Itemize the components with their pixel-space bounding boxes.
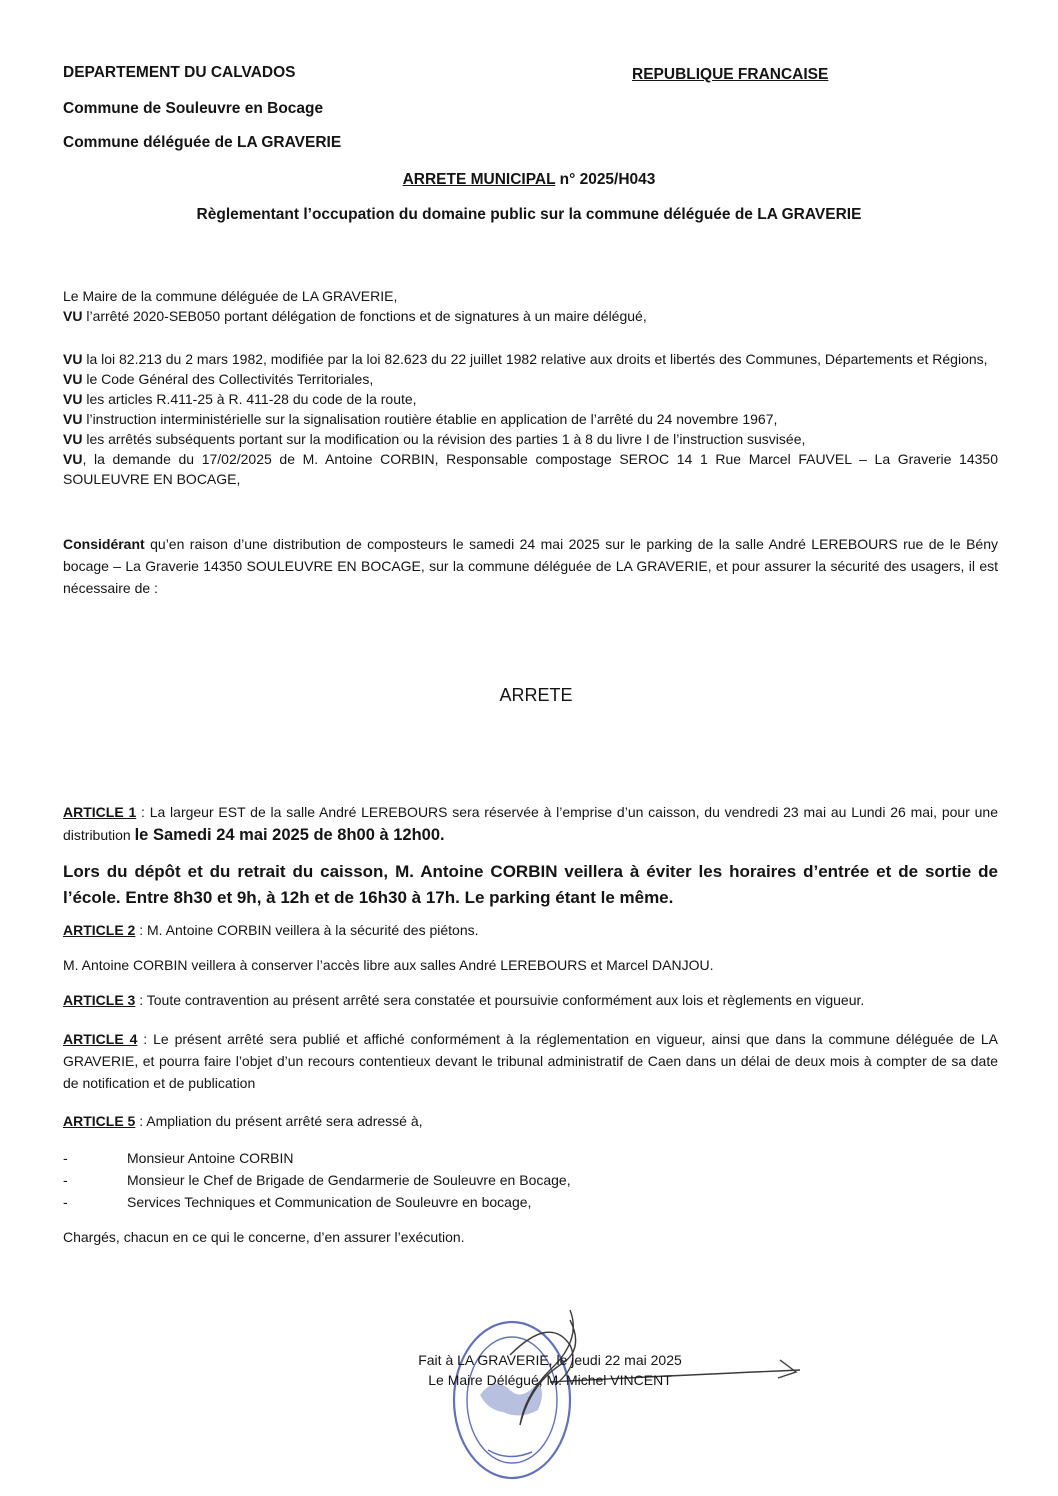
vu-label: VU [63,308,83,324]
arrete-number: n° 2025/H043 [555,171,656,188]
article-5-label: ARTICLE 5 [63,1113,136,1129]
arrete-heading: ARRETE [499,685,573,705]
department-label: DEPARTEMENT DU CALVADOS [63,64,296,81]
vu-line [63,409,998,429]
article-2 [63,920,998,940]
article-5-text: : Ampliation du présent arrêté sera adressé à, [135,1113,423,1129]
considerant-text: qu’en raison d’une distribution de composteurs le samedi 24 mai 2025 sur le parking de la salle André LEREBOURS rue de le Bény bocage – La Graverie 14350 SOULEUVRE EN BOCAGE, sur la commune déléguée de LA GRAVERIE, et pour assurer la sécurité des usagers, il est nécessaire de : [63,536,998,596]
recipient-text: Monsieur le Chef de Brigade de Gendarmerie de Souleuvre en Bocage, [127,1172,571,1188]
list-item [63,1191,571,1213]
article-3-label: ARTICLE 3 [63,992,136,1008]
list-dash: - [63,1194,68,1210]
article-1-text: : La largeur EST de la salle André LEREBOURS sera réservée à l’emprise d’un caisson, du vendredi 23 mai au Lundi 26 mai, pour une distribution [63,804,998,843]
commune-label: Commune de Souleuvre en Bocage [63,100,324,117]
vu-text: la loi 82.213 du 2 mars 1982, modifiée par la loi 82.623 du 22 juillet 1982 relative aux droits et libertés des Communes, Départements et Régions, [82,351,988,367]
list-item [63,1169,571,1191]
article-1-bold: le Samedi 24 mai 2025 de 8h00 à 12h00. [134,826,445,844]
preamble-intro [63,286,998,326]
vu-text: le Code Général des Collectivités Territoriales, [82,371,374,387]
vu-label: VU [63,451,83,467]
considerant-paragraph [63,533,998,599]
arrete-title-label: ARRETE MUNICIPAL [402,171,556,188]
list-dash: - [63,1172,68,1188]
article-4 [63,1028,998,1094]
signature-stamp-graphic [360,1300,800,1490]
article-2-paragraph-2: M. Antoine CORBIN veillera à conserver l’accès libre aux salles André LEREBOURS et Marcel DANJOU. [63,957,714,973]
stamp-icon [454,1322,570,1478]
vu-text: les arrêtés subséquents portant sur la modification ou la révision des parties 1 à 8 du livre I de l’instruction susvisée, [82,431,806,447]
vu-label: VU [63,391,83,407]
commune-deleguee-label: Commune déléguée de LA GRAVERIE [63,134,342,151]
list-item [63,1147,571,1169]
vu-text: , la demande du 17/02/2025 de M. Antoine CORBIN, Responsable compostage SEROC 14 1 Rue Marcel FAUVEL – La Graverie 14350 SOULEUVRE EN BOCAGE, [63,451,998,487]
arrete-subtitle: Règlementant l’occupation du domaine public sur la commune déléguée de LA GRAVERIE [196,206,862,223]
article-1-paragraph-2: Lors du dépôt et du retrait du caisson, M. Antoine CORBIN veillera à éviter les horaires d’entrée et de sortie de l’école. Entre 8h30 et 9h, à 12h et de 16h30 à 17h. Le parking étant le même. [63,862,998,907]
republic-label: REPUBLIQUE FRANCAISE [632,66,829,83]
vu-label: VU [63,411,83,427]
vu-line [63,389,998,409]
vu-label: VU [63,371,83,387]
vu-line [63,369,998,389]
signature-block [360,1350,740,1390]
recipients-list [63,1147,571,1213]
considerant-label: Considérant [63,536,145,552]
article-5 [63,1111,998,1131]
signature-mayor: Le Maire Délégué, M. Michel VINCENT [428,1372,672,1388]
maire-line: Le Maire de la commune déléguée de LA GRAVERIE, [63,288,398,304]
article-2-label: ARTICLE 2 [63,922,136,938]
arrete-title [0,171,1058,189]
article-1-label: ARTICLE 1 [63,804,137,820]
closing-line: Chargés, chacun en ce qui le concerne, d’en assurer l’exécution. [63,1229,465,1245]
recipient-text: Monsieur Antoine CORBIN [127,1150,294,1166]
recipient-text: Services Techniques et Communication de Souleuvre en bocage, [127,1194,532,1210]
article-4-text: : Le présent arrêté sera publié et affiché conformément à la réglementation en vigueur, ainsi que dans la commune déléguée de LA GRAVERIE, et pourra faire l’objet d’un recours contentieux devant le tribunal administratif de Caen dans un délai de deux mois à compter de sa date de notification et de publication [63,1031,998,1091]
article-1 [63,801,998,847]
article-3-text: : Toute contravention au présent arrêté sera constatée et poursuivie conformément aux lois et règlements en vigueur. [135,992,865,1008]
vu-list [63,349,998,489]
vu-text: l’arrêté 2020-SEB050 portant délégation de fonctions et de signatures à un maire délégué, [82,308,647,324]
vu-line [63,429,998,449]
vu-label: VU [63,351,83,367]
vu-text: l’instruction interministérielle sur la signalisation routière établie en application de l’arrêté du 24 novembre 1967, [82,411,778,427]
signature-place-date: Fait à LA GRAVERIE, le jeudi 22 mai 2025 [418,1352,682,1368]
vu-line [63,306,998,326]
vu-label: VU [63,431,83,447]
vu-line [63,349,998,369]
vu-line [63,449,998,489]
list-dash: - [63,1150,68,1166]
vu-text: les articles R.411-25 à R. 411-28 du code de la route, [82,391,417,407]
article-2-text: : M. Antoine CORBIN veillera à la sécurité des piétons. [135,922,479,938]
article-4-label: ARTICLE 4 [63,1031,138,1047]
article-3 [63,990,998,1010]
